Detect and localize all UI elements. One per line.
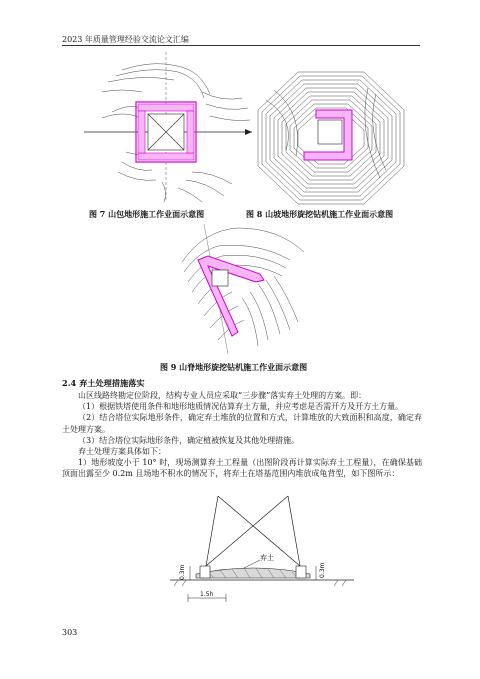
figure-8-caption: 图 8 山坡地形旋挖钻机施工作业面示意图	[246, 209, 394, 219]
figure-9-ridge-diagram	[168, 222, 308, 356]
height-label-right: 0.3m	[319, 562, 326, 578]
figure-7-hilltop-diagram	[82, 52, 254, 204]
width-label: 1.5h	[200, 591, 214, 598]
header-rule	[62, 45, 420, 46]
paragraph: （2）结合塔位实际地形条件，确定弃土堆放的位置和方式，计算堆放的大致面积和高度，确定弃土处理方案。	[62, 413, 422, 434]
paragraph: （3）结合塔位实际地形条件，确定植被恢复及其他处理措施。	[78, 435, 300, 445]
paragraph: 弃土处理方案具体如下：	[78, 447, 166, 457]
height-label-left: 0.3m	[179, 564, 186, 580]
figure-7-caption: 图 7 山包地形施工作业面示意图	[89, 209, 205, 219]
paragraph: 山区线路终勘定位阶段，结构专业人员应采取“三步骤”落实弃土处理的方案。即：	[78, 391, 367, 400]
spoil-label: 弃土	[260, 554, 274, 562]
paragraph: （1）根据铁塔使用条件和地形地质情况估算弃土方量，并应考虑是否需开方及开方土方量。	[78, 402, 404, 412]
body-text	[62, 390, 422, 480]
figure-9-caption: 图 9 山脊地形旋挖钻机施工作业面示意图	[160, 362, 308, 372]
figure-8-slope-diagram	[256, 70, 406, 206]
spoil-mound-diagram	[168, 494, 358, 612]
page-number: 303	[62, 628, 78, 637]
section-heading: 2.4 弃土处理措施落实	[62, 378, 145, 388]
paragraph: 1）地形坡度小于 10° 时，现场测算弃土工程量（出图阶段再计算实际弃土工程量），在确保基础顶面出露至少 0.2m 且场地不积水的情况下，将弃土在塔基范围内堆放成龟背型，如下图所示：	[62, 458, 422, 479]
running-header: 2023 年质量管理经验交流论文汇编	[62, 35, 189, 44]
